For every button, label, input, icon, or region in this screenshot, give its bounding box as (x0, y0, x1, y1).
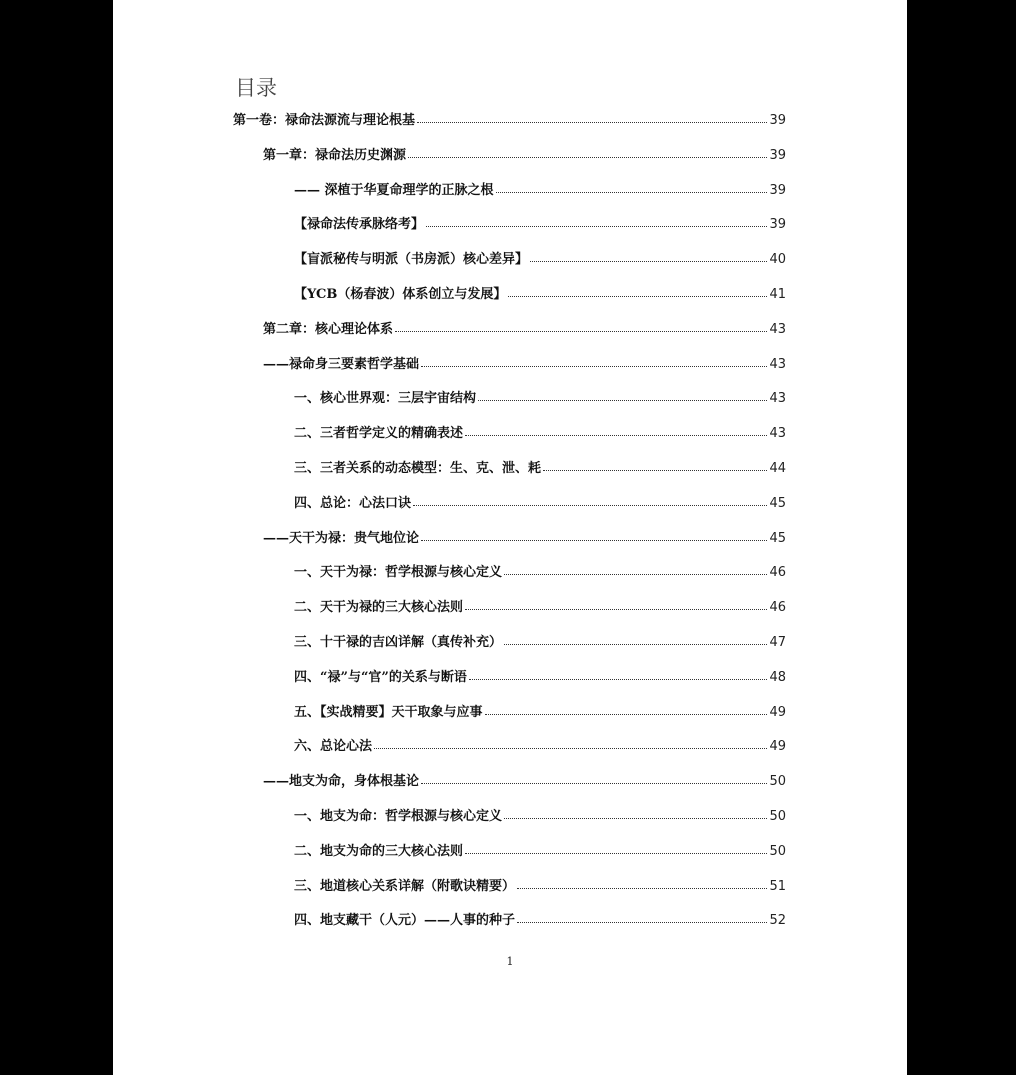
toc-entry[interactable] (294, 874, 786, 894)
toc-entry-label: 二、地支为命的三大核心法则 (294, 843, 464, 859)
toc-entry-page-number: 43 (769, 391, 786, 407)
dot-leader (469, 678, 768, 680)
toc-entry-label: 四、地支藏干（人元）——人事的种子 (294, 913, 516, 929)
toc-entry-page-number: 51 (769, 878, 786, 894)
toc-entry-page-number: 50 (769, 809, 786, 824)
dot-leader (421, 782, 767, 784)
dot-leader (504, 643, 767, 645)
toc-entry-page-number: 39 (769, 113, 786, 128)
toc-entry-page-number: 50 (769, 774, 786, 790)
toc-entry-label: 二、天干为禄的三大核心法则 (294, 600, 464, 616)
toc-entry-page-number: 47 (769, 635, 786, 650)
dot-leader (517, 887, 767, 889)
toc-entry-page-number: 46 (769, 565, 786, 581)
toc-entry-label: 第二章：核心理论体系 (263, 321, 394, 337)
dot-leader (465, 608, 767, 610)
dot-leader (496, 191, 768, 193)
toc-entry[interactable] (263, 769, 786, 789)
dot-leader (417, 121, 767, 123)
toc-entry[interactable] (263, 143, 786, 163)
dot-leader (543, 469, 767, 471)
toc-entry-page-number: 50 (769, 843, 786, 859)
dot-leader (508, 295, 767, 297)
toc-entry-label: 三、十干禄的吉凶详解（真传补充） (294, 635, 503, 650)
dot-leader (465, 852, 767, 854)
toc-entry[interactable] (294, 734, 786, 754)
dot-leader (395, 330, 767, 332)
dot-leader (478, 399, 767, 401)
toc-entry-label: 一、地支为命：哲学根源与核心定义 (294, 809, 503, 824)
toc-entry-page-number: 41 (769, 287, 786, 302)
toc-entry-label: ——禄命身三要素哲学基础 (263, 356, 420, 372)
toc-entry-page-number: 44 (769, 461, 786, 476)
toc-entry-page-number: 43 (769, 426, 786, 442)
toc-entry-label: 五、【实战精要】天干取象与应事 (294, 704, 483, 720)
toc-entry[interactable] (294, 178, 786, 198)
toc-entry-page-number: 48 (769, 669, 786, 685)
toc-entry[interactable] (294, 421, 786, 441)
toc-entry-label: 四、“禄”与“官”的关系与断语 (294, 669, 467, 685)
toc-entry-label: 三、地道核心关系详解（附歌诀精要） (294, 878, 516, 894)
toc-entry-page-number: 40 (769, 252, 786, 268)
toc-entry-page-number: 49 (769, 739, 786, 755)
toc-entry[interactable] (263, 317, 786, 337)
dot-leader (421, 539, 767, 541)
toc-entry-label: 六、总论心法 (294, 739, 373, 755)
dot-leader (421, 365, 767, 367)
toc-entry[interactable] (263, 352, 786, 372)
toc-entry[interactable] (294, 630, 786, 650)
toc-entry-label: 一、天干为禄：哲学根源与核心定义 (294, 565, 503, 581)
toc-entry-page-number: 45 (769, 495, 786, 511)
toc-entry[interactable] (294, 839, 786, 859)
toc-entry-page-number: 39 (769, 217, 786, 233)
toc-entry-page-number: 52 (769, 913, 786, 929)
toc-entry-label: 一、核心世界观：三层宇宙结构 (294, 391, 477, 407)
dot-leader (374, 747, 767, 749)
toc-entry-page-number: 49 (769, 704, 786, 720)
dot-leader (504, 817, 767, 819)
toc-entry-label: 三、三者关系的动态模型：生、克、泄、耗 (294, 461, 542, 476)
page-number: 1 (506, 955, 514, 968)
toc-entry-label: ——地支为命，身体根基论 (263, 774, 420, 790)
document-page (113, 0, 907, 1075)
dot-leader (504, 573, 767, 575)
toc-entry-label: 【盲派秘传与明派（书房派）核心差异】 (294, 252, 529, 268)
dot-leader (530, 260, 767, 262)
toc-entry[interactable] (294, 595, 786, 615)
toc-entry[interactable] (233, 108, 786, 128)
dot-leader (517, 921, 767, 923)
toc-entry[interactable] (294, 804, 786, 824)
toc-entry-page-number: 45 (769, 530, 786, 546)
dot-leader (465, 434, 767, 436)
toc-entry[interactable] (294, 665, 786, 685)
toc-entry[interactable] (294, 700, 786, 720)
toc-entry[interactable] (294, 282, 786, 302)
dot-leader (485, 713, 768, 715)
dot-leader (426, 225, 767, 227)
toc-entry[interactable] (294, 560, 786, 580)
toc-entry-label: 第一章：禄命法历史渊源 (263, 147, 407, 163)
dot-leader (413, 504, 767, 506)
toc-entry[interactable] (294, 386, 786, 406)
toc-entry[interactable] (263, 526, 786, 546)
toc-entry-label: 【禄命法传承脉络考】 (294, 217, 425, 233)
toc-entry[interactable] (294, 491, 786, 511)
toc-entry-label: 二、三者哲学定义的精确表述 (294, 426, 464, 442)
toc-entry-label: ——天干为禄：贵气地位论 (263, 530, 420, 546)
toc-list (113, 0, 907, 1000)
dot-leader (408, 156, 767, 158)
toc-entry[interactable] (294, 908, 786, 928)
toc-entry-page-number: 39 (769, 147, 786, 163)
toc-entry-label: 第一卷：禄命法源流与理论根基 (233, 113, 416, 128)
toc-entry[interactable] (294, 212, 786, 232)
toc-entry-label: 【YCB（杨春波）体系创立与发展】 (294, 287, 507, 302)
toc-entry-page-number: 39 (769, 182, 786, 198)
toc-entry-label: 四、总论：心法口诀 (294, 495, 412, 511)
toc-entry-page-number: 43 (769, 356, 786, 372)
toc-entry[interactable] (294, 456, 786, 476)
toc-entry-page-number: 46 (769, 600, 786, 616)
toc-entry-page-number: 43 (769, 321, 786, 337)
toc-entry-label: —— 深植于华夏命理学的正脉之根 (294, 182, 494, 198)
toc-title: 目录 (235, 76, 277, 100)
toc-entry[interactable] (294, 247, 786, 267)
